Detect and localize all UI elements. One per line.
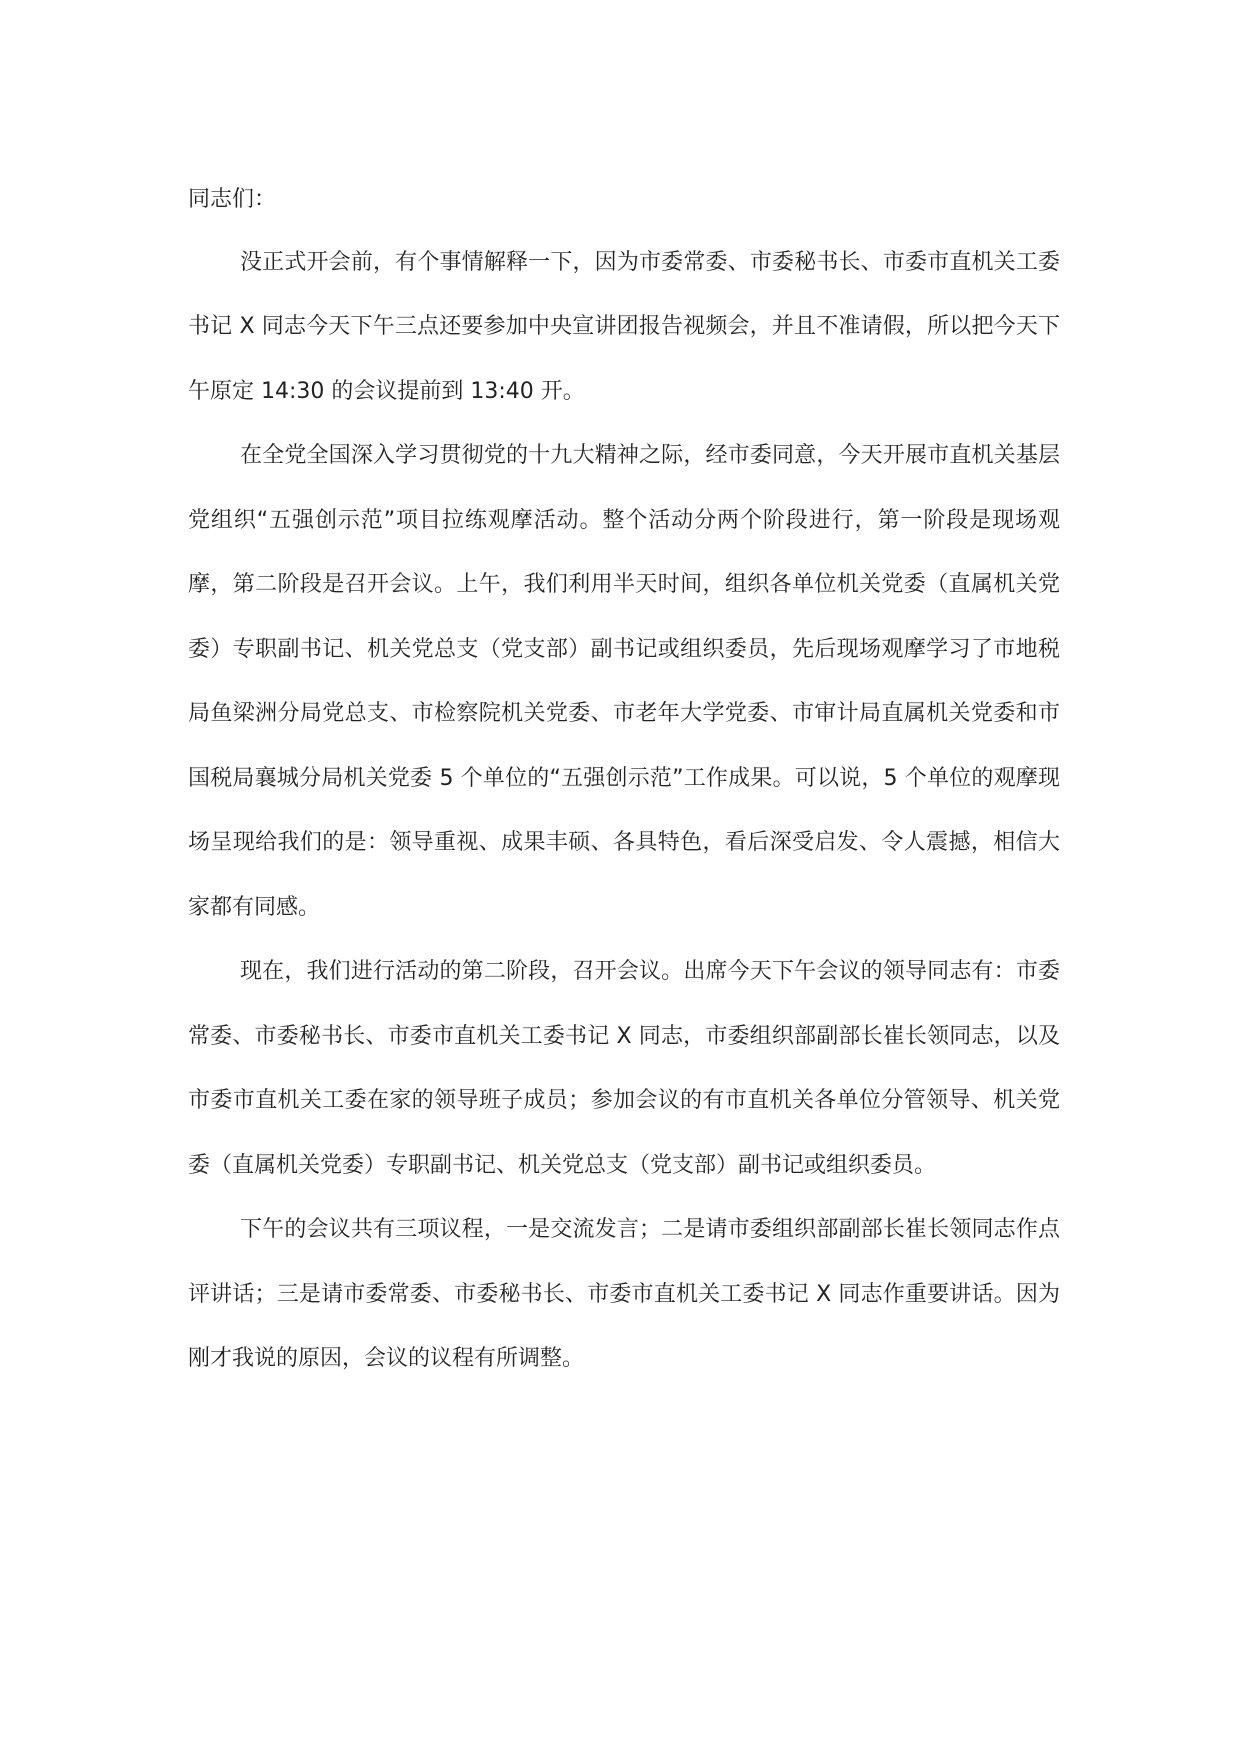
paragraph-1: 没正式开会前，有个事情解释一下，因为市委常委、市委秘书长、市委市直机关工委书记 X 同志今天下午三点还要参加中央宣讲团报告视频会，并且不准请假，所以把今天下午原定 14:30 的会议提前到 13:40 开。 bbox=[188, 249, 1060, 404]
document-page bbox=[188, 168, 1060, 1392]
salutation: 同志们： bbox=[188, 187, 277, 212]
paragraph-4: 下午的会议共有三项议程，一是交流发言；二是请市委组织部副部长崔长领同志作点评讲话；三是请市委常委、市委秘书长、市委市直机关工委书记 X 同志作重要讲话。因为刚才我说的原因，会议的议程有所调整。 bbox=[188, 1217, 1060, 1371]
paragraph-2: 在全党全国深入学习贯彻党的十九大精神之际，经市委同意，今天开展市直机关基层党组织“五强创示范”项目拉练观摩活动。整个活动分两个阶段进行，第一阶段是现场观摩，第二阶段是召开会议。上午，我们利用半天时间，组织各单位机关党委（直属机关党委）专职副书记、机关党总支（党支部）副书记或组织委员，先后现场观摩学习了市地税局鱼梁洲分局党总支、市检察院机关党委、市老年大学党委、市审计局直属机关党委和市国税局襄城分局机关党委 5 个单位的“五强创示范”工作成果。可以说，5 个单位的观摩现场呈现给我们的是：领导重视、成果丰硕、各具特色，看后深受启发、令人震撼，相信大家都有同感。 bbox=[188, 443, 1060, 920]
paragraph-3: 现在，我们进行活动的第二阶段，召开会议。出席今天下午会议的领导同志有：市委常委、市委秘书长、市委市直机关工委书记 X 同志，市委组织部副部长崔长领同志，以及市委市直机关工委在家的领导班子成员；参加会议的有市直机关各单位分管领导、机关党委（直属机关党委）专职副书记、机关党总支（党支部）副书记或组织委员。 bbox=[188, 959, 1060, 1178]
